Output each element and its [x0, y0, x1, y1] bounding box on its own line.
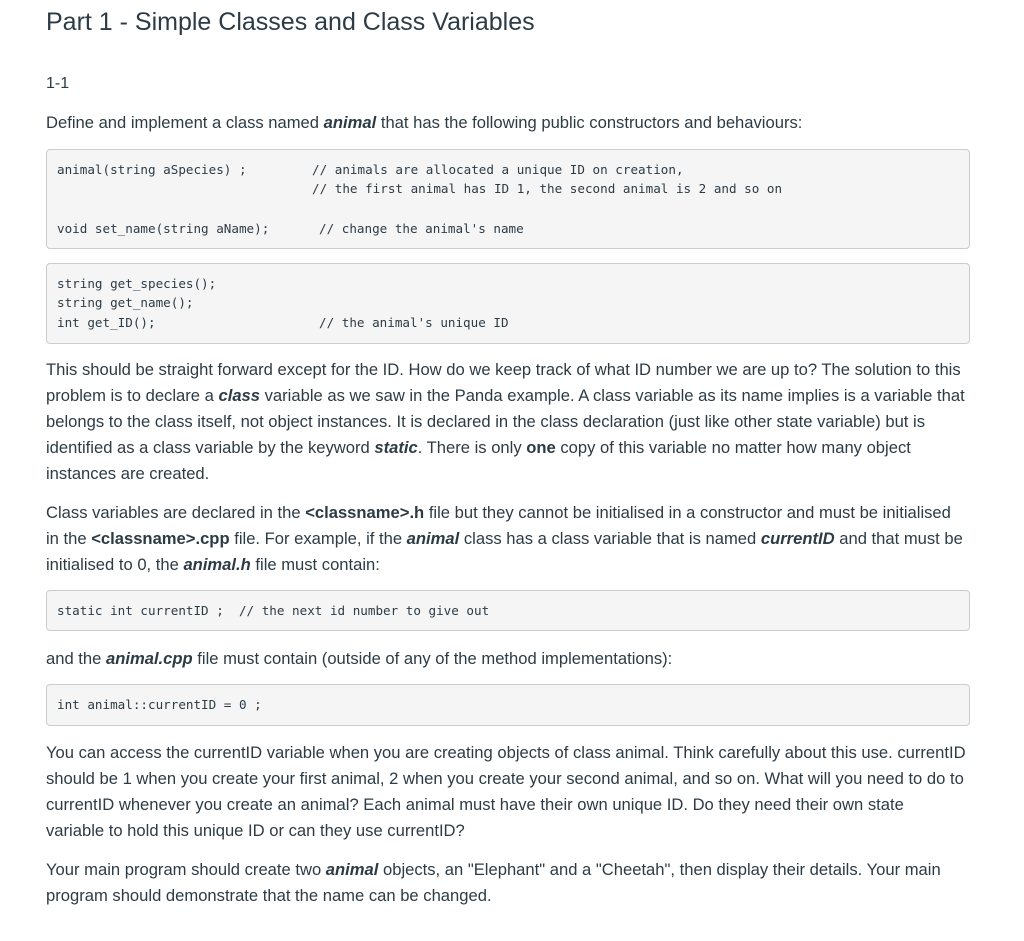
- code-line: void set_name(string aName);: [57, 221, 270, 236]
- code-block-constructors: [46, 149, 970, 249]
- paragraph-class-variable: This should be straight forward except for the ID. How do we keep track of what ID number we are up to? The solution to this problem is to declare a class variable as we saw in the Panda example. A class variable as its name implies is a variable that belongs to the class itself, not object instances. It is declared in the class declaration (just like other state variable) but is identified as a class variable by the keyword static. There is only one copy of this variable no matter how many object instances are created.: [46, 360, 965, 483]
- paragraph-main: Your main program should create two animal objects, an "Elephant" and a "Cheetah", then display their details. Your main program should demonstrate that the name can be changed.: [46, 860, 941, 905]
- code-line: animal(string aSpecies) ;: [57, 162, 247, 177]
- code-comment: // change the animal's name: [319, 221, 524, 236]
- keyword-animal: animal: [323, 113, 377, 132]
- code-line: string get_name();: [57, 295, 194, 310]
- code-line: int animal::currentID = 0 ;: [57, 697, 262, 712]
- code-comment: // the animal's unique ID: [319, 315, 509, 330]
- code-block-header: [46, 590, 970, 631]
- code-block-getters: [46, 263, 970, 344]
- code-line: string get_species();: [57, 276, 217, 291]
- code-comment: // animals are allocated a unique ID on creation,: [312, 162, 684, 177]
- code-block-cpp: [46, 684, 970, 726]
- paragraph-cpp: and the animal.cpp file must contain (outside of any of the method implementations):: [46, 649, 673, 668]
- code-line: static int currentID ; // the next id number to give out: [57, 603, 490, 618]
- code-line: int get_ID();: [57, 315, 156, 330]
- code-comment: // the first animal has ID 1, the second animal is 2 and so on: [312, 181, 783, 196]
- intro-paragraph: Define and implement a class named animal that has the following public constructors and behaviours:: [46, 113, 803, 132]
- page-title: Part 1 - Simple Classes and Class Variables: [46, 8, 535, 36]
- paragraph-currentid: You can access the currentID variable when you are creating objects of class animal. Think carefully about this use. currentID should be 1 when you create your first animal, 2 when you create your second animal, and so on. What will you need to do to currentID whenever you create an animal? Each animal must have their own unique ID. Do they need their own state variable to hold this unique ID or can they use currentID?: [46, 743, 966, 840]
- paragraph-declaration: Class variables are declared in the <classname>.h file but they cannot be initialised in a constructor and must be initialised in the <classname>.cpp file. For example, if the animal class has a class variable that is named currentID and that must be initialised to 0, the animal.h file must contain:: [46, 503, 963, 574]
- section-heading: 1-1: [46, 75, 70, 92]
